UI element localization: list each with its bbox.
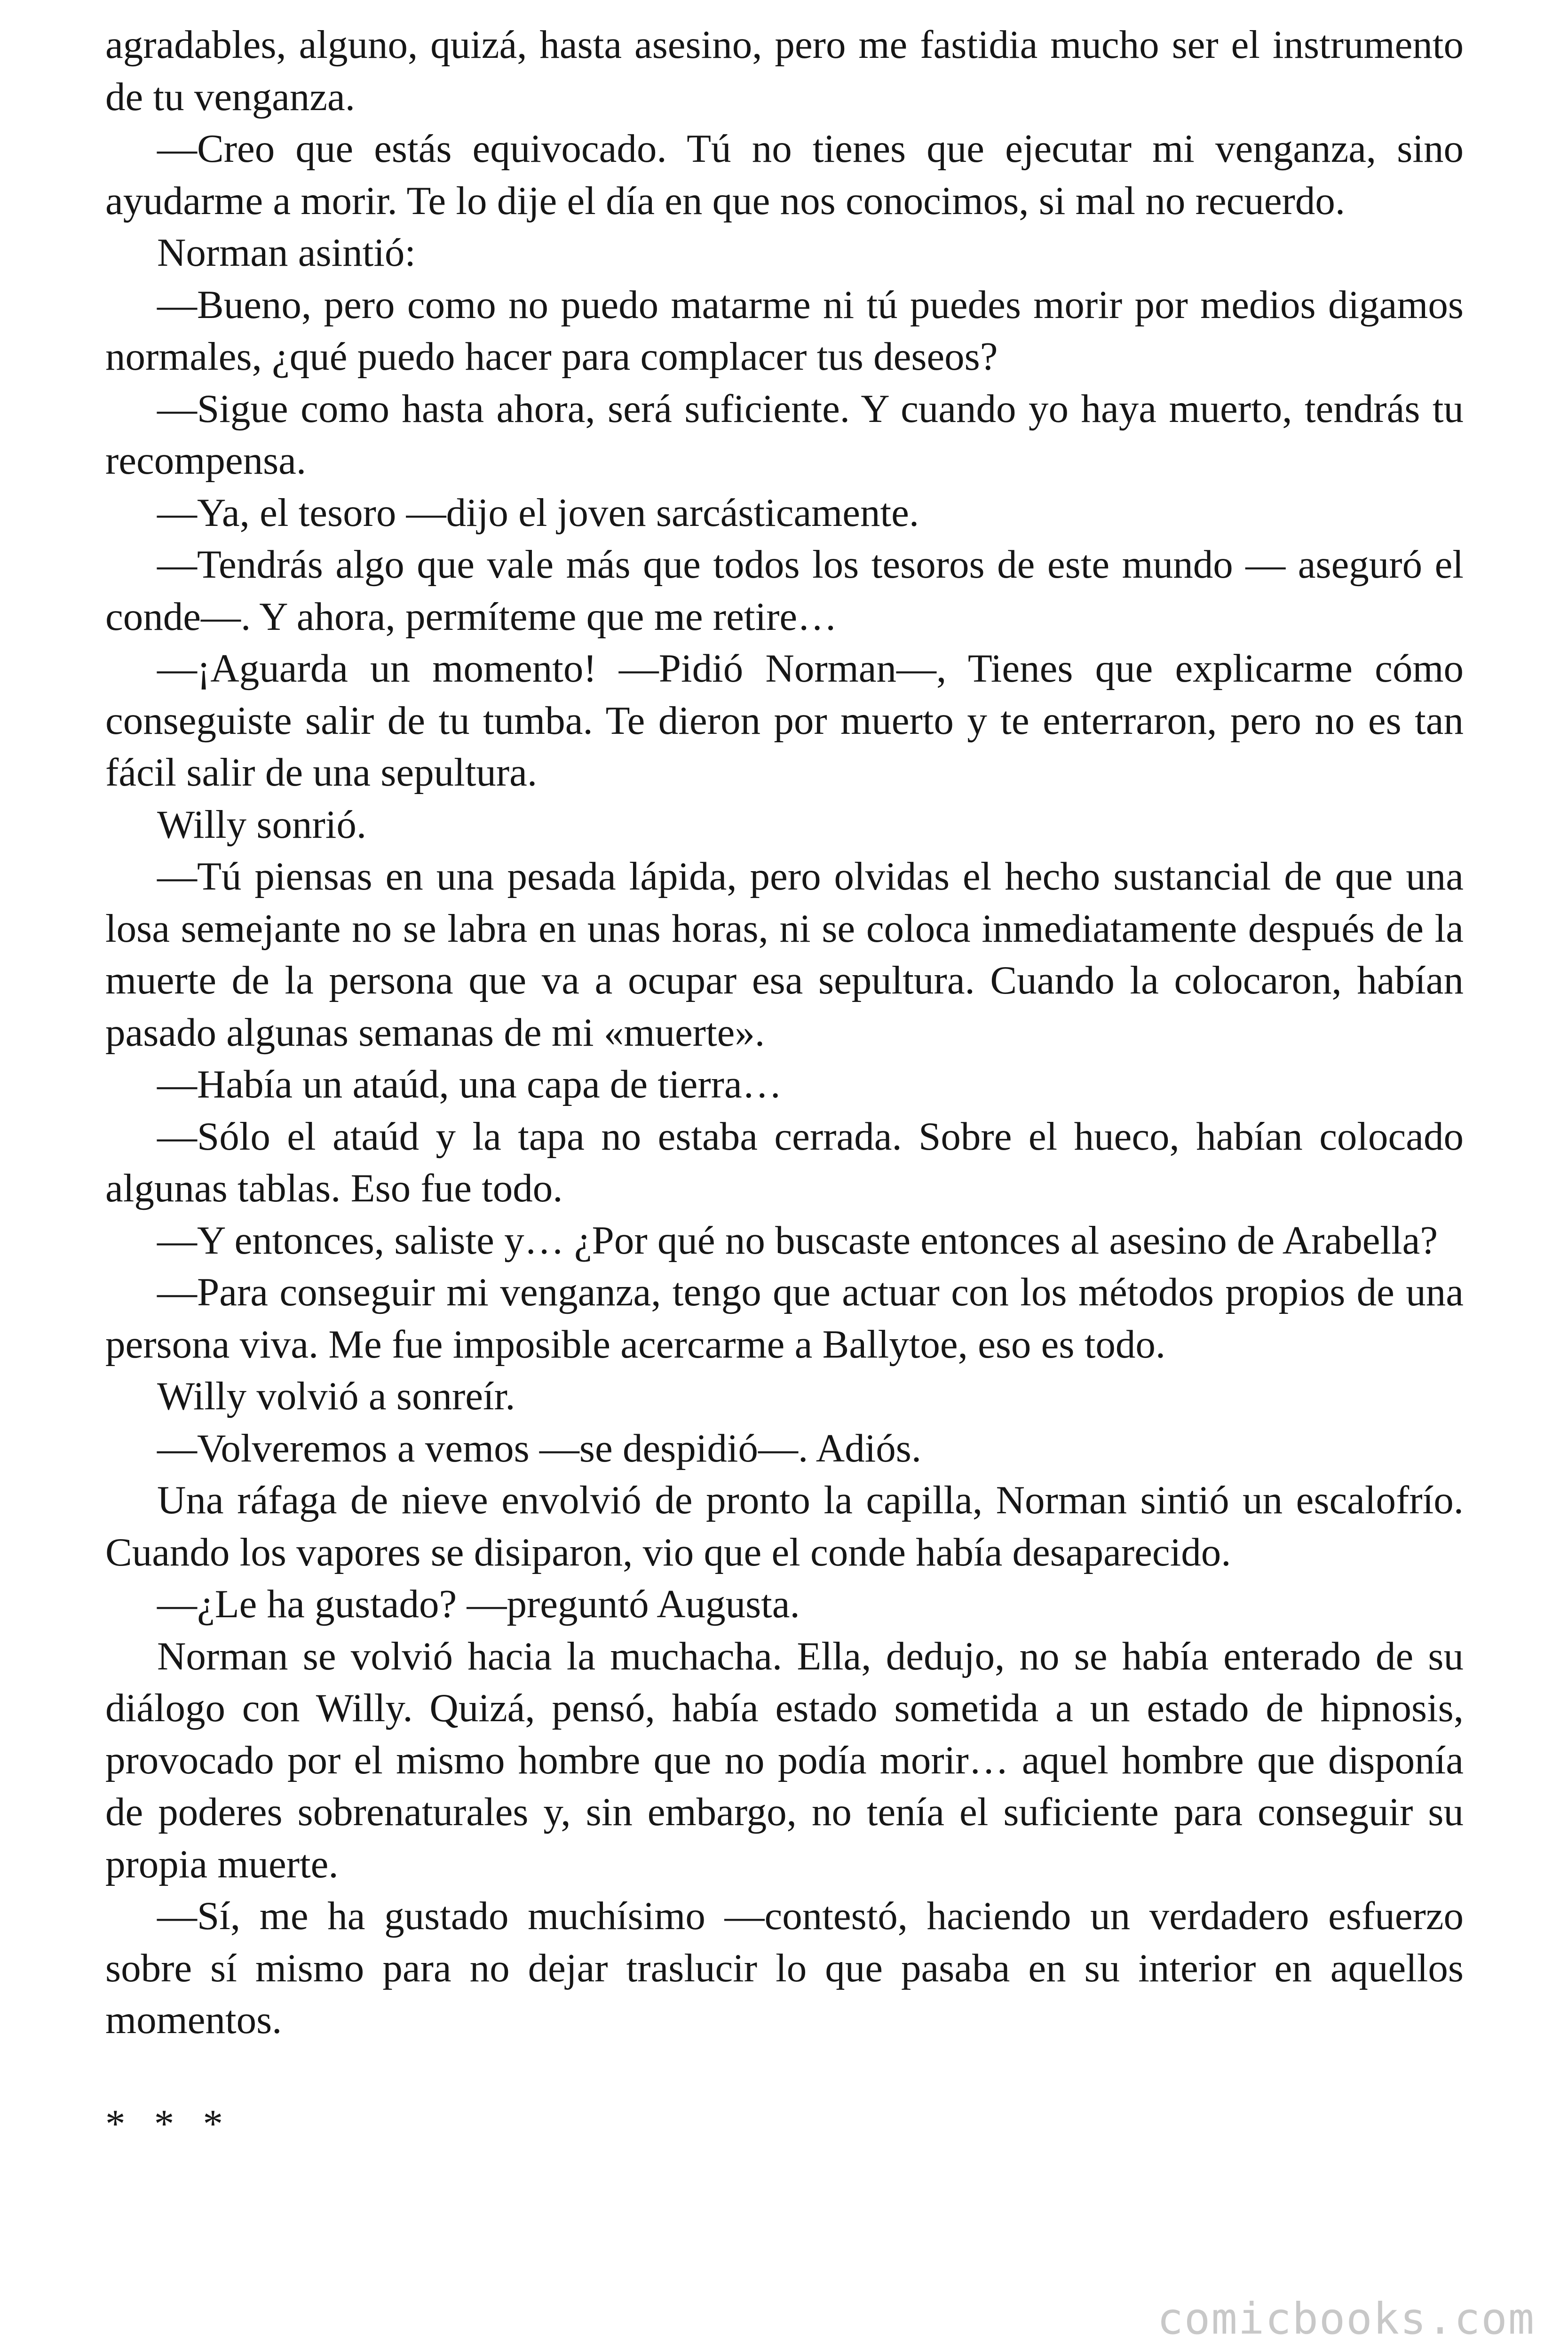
- paragraph: —Sí, me ha gustado muchísimo —contestó, haciendo un verdadero esfuerzo sobre sí mismo para no dejar traslucir lo que pasaba en su interior en aquellos momentos.: [105, 1894, 1464, 2042]
- watermark: comicbooks.com: [1157, 2294, 1535, 2344]
- paragraph: Willy volvió a sonreír.: [157, 1374, 515, 1418]
- paragraph: —Sigue como hasta ahora, será suficiente. Y cuando yo haya muerto, tendrás tu recompensa.: [105, 386, 1464, 483]
- paragraph: Una ráfaga de nieve envolvió de pronto la capilla, Norman sintió un escalofrío. Cuando los vapores se disiparon, vio que el conde había desaparecido.: [105, 1478, 1464, 1574]
- paragraph: Norman asintió:: [157, 230, 416, 275]
- paragraph: —Sólo el ataúd y la tapa no estaba cerrada. Sobre el hueco, habían colocado algunas tablas. Eso fue todo.: [105, 1114, 1464, 1210]
- paragraph: —Volveremos a vemos —se despidió—. Adiós.: [157, 1426, 922, 1470]
- paragraph: agradables, alguno, quizá, hasta asesino, pero me fastidia mucho ser el instrumento de tu venganza.: [105, 23, 1464, 119]
- paragraph: —Tendrás algo que vale más que todos los tesoros de este mundo — aseguró el conde—. Y ahora, permíteme que me retire…: [105, 542, 1464, 639]
- section-separator: * * *: [105, 2101, 232, 2146]
- paragraph: —Bueno, pero como no puedo matarme ni tú puedes morir por medios digamos normales, ¿qué puedo hacer para complacer tus deseos?: [105, 282, 1464, 379]
- paragraph: Norman se volvió hacia la muchacha. Ella, dedujo, no se había enterado de su diálogo con Willy. Quizá, pensó, había estado sometida a un estado de hipnosis, provocado por el mismo hombre que no podía morir… aquel hombre que disponía de poderes sobrenaturales y, sin embargo, no tenía el suficiente para conseguir su propia muerte.: [105, 1634, 1464, 1886]
- paragraph: —¿Le ha gustado? —preguntó Augusta.: [157, 1582, 800, 1626]
- paragraph: —Y entonces, saliste y… ¿Por qué no buscaste entonces al asesino de Arabella?: [157, 1218, 1438, 1263]
- paragraph: Willy sonrió.: [157, 802, 367, 847]
- paragraph: —Tú piensas en una pesada lápida, pero olvidas el hecho sustancial de que una losa semejante no se labra en unas horas, ni se coloca inmediatamente después de la muerte de la persona que va a ocupar esa sepultura. Cuando la colocaron, habían pasado algunas semanas de mi «muerte».: [105, 854, 1464, 1055]
- paragraph: —Ya, el tesoro —dijo el joven sarcásticamente.: [157, 490, 919, 535]
- page-text: [105, 19, 1464, 2150]
- paragraph: —Creo que estás equivocado. Tú no tienes que ejecutar mi venganza, sino ayudarme a morir. Te lo dije el día en que nos conocimos, si mal no recuerdo.: [105, 127, 1464, 223]
- paragraph: —¡Aguarda un momento! —Pidió Norman—, Tienes que explicarme cómo conseguiste salir de tu tumba. Te dieron por muerto y te enterraron, pero no es tan fácil salir de una sepultura.: [105, 646, 1464, 795]
- paragraph: —Había un ataúd, una capa de tierra…: [157, 1062, 782, 1106]
- paragraph: —Para conseguir mi venganza, tengo que actuar con los métodos propios de una persona viva. Me fue imposible acercarme a Ballytoe, eso es todo.: [105, 1270, 1464, 1367]
